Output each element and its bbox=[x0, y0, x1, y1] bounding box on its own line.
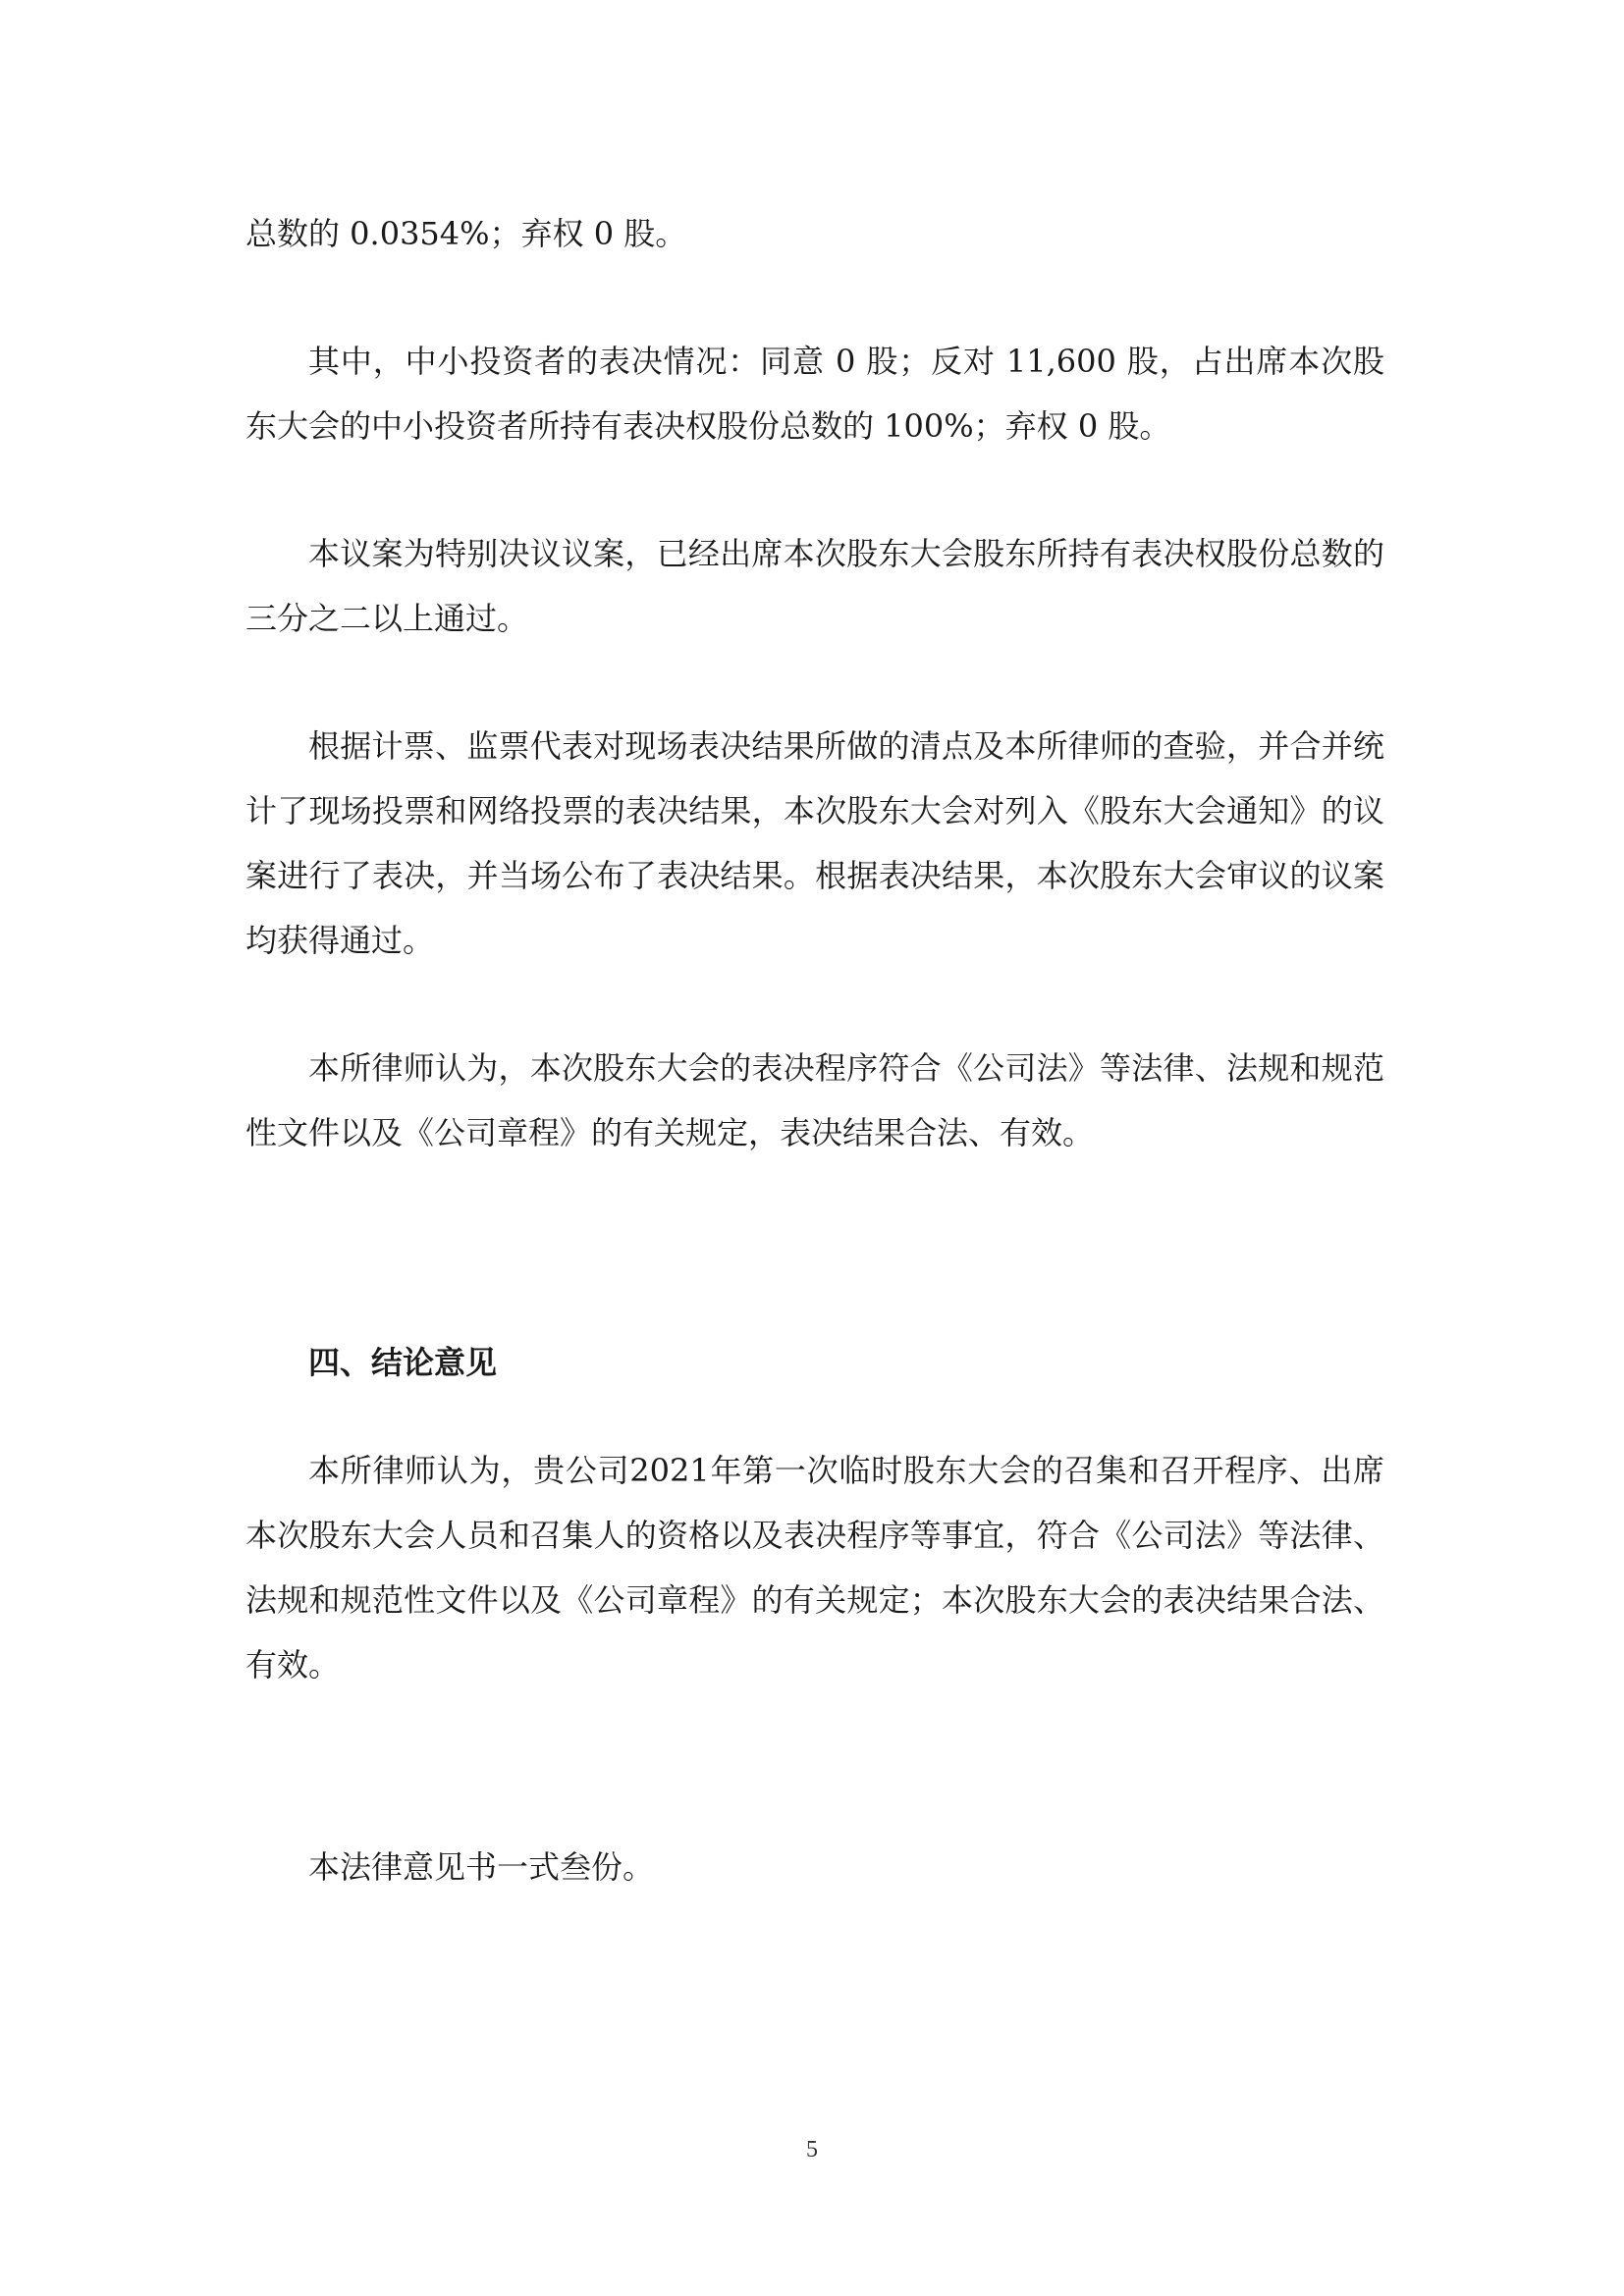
paragraph-vote-counting: 根据计票、监票代表对现场表决结果所做的清点及本所律师的查验，并合并统计了现场投票和网络投票的表决结果，本次股东大会对列入《股东大会通知》的议案进行了表决，并当场公布了表决结果。根据表决结果，本次股东大会审议的议案均获得通过。 bbox=[245, 727, 1384, 959]
paragraph-minority-investors-vote: 其中，中小投资者的表决情况：同意 0 股；反对 11,600 股，占出席本次股东大会的中小投资者所持有表决权股份总数的 100%；弃权 0 股。 bbox=[245, 343, 1384, 445]
paragraph-voting-procedure-opinion: 本所律师认为，本次股东大会的表决程序符合《公司法》等法律、法规和规范性文件以及《公司章程》的有关规定，表决结果合法、有效。 bbox=[245, 1049, 1384, 1151]
page-number: 5 bbox=[806, 2137, 818, 2163]
paragraph-conclusion: 本所律师认为，贵公司2021年第一次临时股东大会的召集和召开程序、出席本次股东大会人员和召集人的资格以及表决程序等事宜，符合《公司法》等法律、法规和规范性文件以及《公司章程》的有关规定；本次股东大会的表决结果合法、有效。 bbox=[245, 1452, 1384, 1683]
document-body bbox=[245, 201, 1384, 1962]
paragraph-copies: 本法律意见书一式叁份。 bbox=[308, 1848, 655, 1886]
paragraph-abstain-total: 总数的 0.0354%；弃权 0 股。 bbox=[245, 215, 687, 252]
section-heading-conclusion: 四、结论意见 bbox=[308, 1344, 498, 1381]
paragraph-special-resolution: 本议案为特别决议议案，已经出席本次股东大会股东所持有表决权股份总数的三分之二以上通过。 bbox=[245, 535, 1384, 637]
